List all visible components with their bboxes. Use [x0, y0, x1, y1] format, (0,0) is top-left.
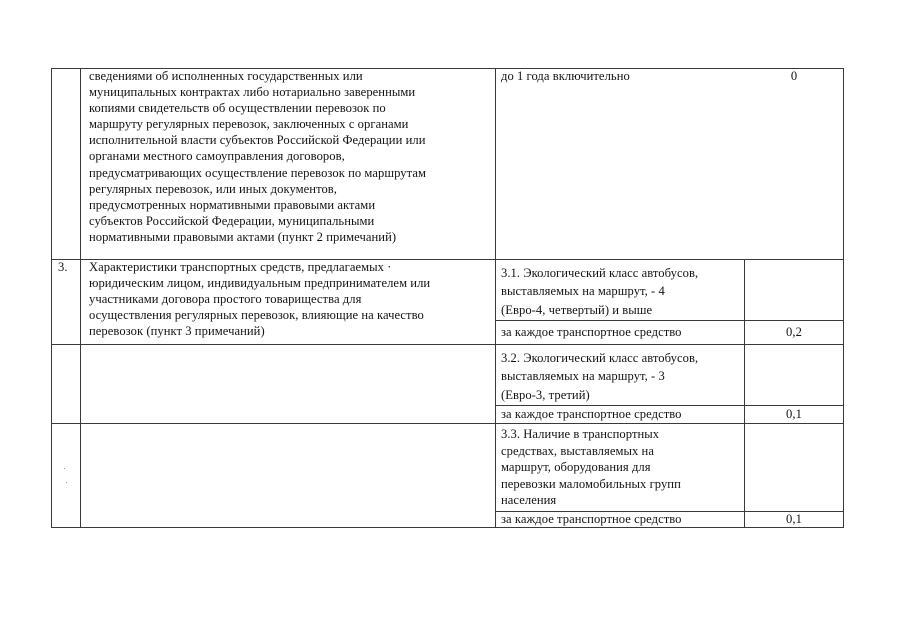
text-line: перевозок (пункт 3 примечаний) [89, 324, 265, 339]
score-3-3 [744, 511, 844, 527]
text-line: перевозки маломобильных групп [501, 476, 681, 491]
subcriterion-3-2 [501, 349, 698, 404]
unit-label: за каждое транспортное средство [501, 325, 682, 339]
sub-row-divider [51, 344, 844, 345]
text-line: предусматривающих осуществление перевозок по маршрутам [89, 165, 426, 180]
text-line: регулярных перевозок, или иных документов, [89, 181, 338, 196]
row-number-label: 3. [58, 260, 68, 274]
condition-text [501, 68, 630, 84]
scan-speck [64, 468, 65, 469]
text-line: сведениями об исполненных государственных или [89, 69, 363, 83]
text-line: осуществления регулярных перевозок, влияющие на качество [89, 308, 424, 323]
sub-row-divider [51, 423, 844, 424]
row-number [58, 259, 68, 275]
criterion-text-continued [89, 68, 426, 245]
subcriterion-3-1 [501, 264, 698, 319]
text-line: маршруту регулярных перевозок, заключенных с органами [89, 117, 409, 132]
text-line: субъектов Российской Федерации, муниципальными [89, 213, 375, 228]
condition-label: до 1 года включительно [501, 69, 630, 83]
text-line: (Евро-4, четвертый) и выше [501, 302, 653, 317]
text-line: муниципальных контрактах либо нотариально заверенными [89, 85, 416, 100]
column-divider [744, 259, 745, 528]
text-line: участниками договора простого товарищества для [89, 292, 362, 307]
text-line: органами местного самоуправления договоров, [89, 149, 345, 164]
text-line: населения [501, 493, 557, 508]
unit-text-3-3 [501, 511, 682, 527]
score-3-2 [744, 406, 844, 422]
text-line: Характеристики транспортных средств, предлагаемых · [89, 260, 392, 274]
text-line: 3.3. Наличие в транспортных [501, 427, 660, 441]
criterion-text-row3 [89, 259, 430, 339]
text-line: предусмотренных нормативными правовыми актами [89, 197, 376, 212]
score-label: 0,1 [786, 512, 802, 526]
text-line: средствах, выставляемых на [501, 443, 654, 458]
text-line: выставляемых на маршрут, - 4 [501, 284, 665, 299]
text-line: маршрут, оборудования для [501, 460, 651, 475]
text-line: исполнительной власти субъектов Российской Федерации или [89, 133, 426, 148]
subcriterion-3-3 [501, 426, 681, 509]
unit-label: за каждое транспортное средство [501, 407, 682, 421]
column-divider [80, 68, 81, 528]
text-line: (Евро-3, третий) [501, 387, 590, 402]
column-divider [495, 68, 496, 528]
text-line: копиями свидетельств об осуществлении перевозок по [89, 101, 386, 116]
table-right-border [843, 68, 844, 528]
table-left-border [51, 68, 52, 528]
text-line: 3.2. Экологический класс автобусов, [501, 351, 699, 365]
text-line: 3.1. Экологический класс автобусов, [501, 266, 699, 280]
unit-text-3-2 [501, 406, 682, 422]
score-label: 0,1 [786, 407, 802, 421]
unit-label: за каждое транспортное средство [501, 512, 682, 526]
text-line: нормативными правовыми актами (пункт 2 примечаний) [89, 229, 397, 244]
sub-row-divider [495, 320, 844, 321]
text-line: выставляемых на маршрут, - 3 [501, 369, 665, 384]
scan-speck [66, 482, 67, 483]
score-3-1 [744, 324, 844, 340]
unit-text-3-1 [501, 324, 682, 340]
score-label: 0 [790, 69, 798, 83]
score-value [744, 68, 844, 84]
table-bottom-border [51, 527, 844, 528]
text-line: юридическим лицом, индивидуальным предпринимателем или [89, 276, 431, 291]
score-label: 0,2 [786, 325, 802, 339]
